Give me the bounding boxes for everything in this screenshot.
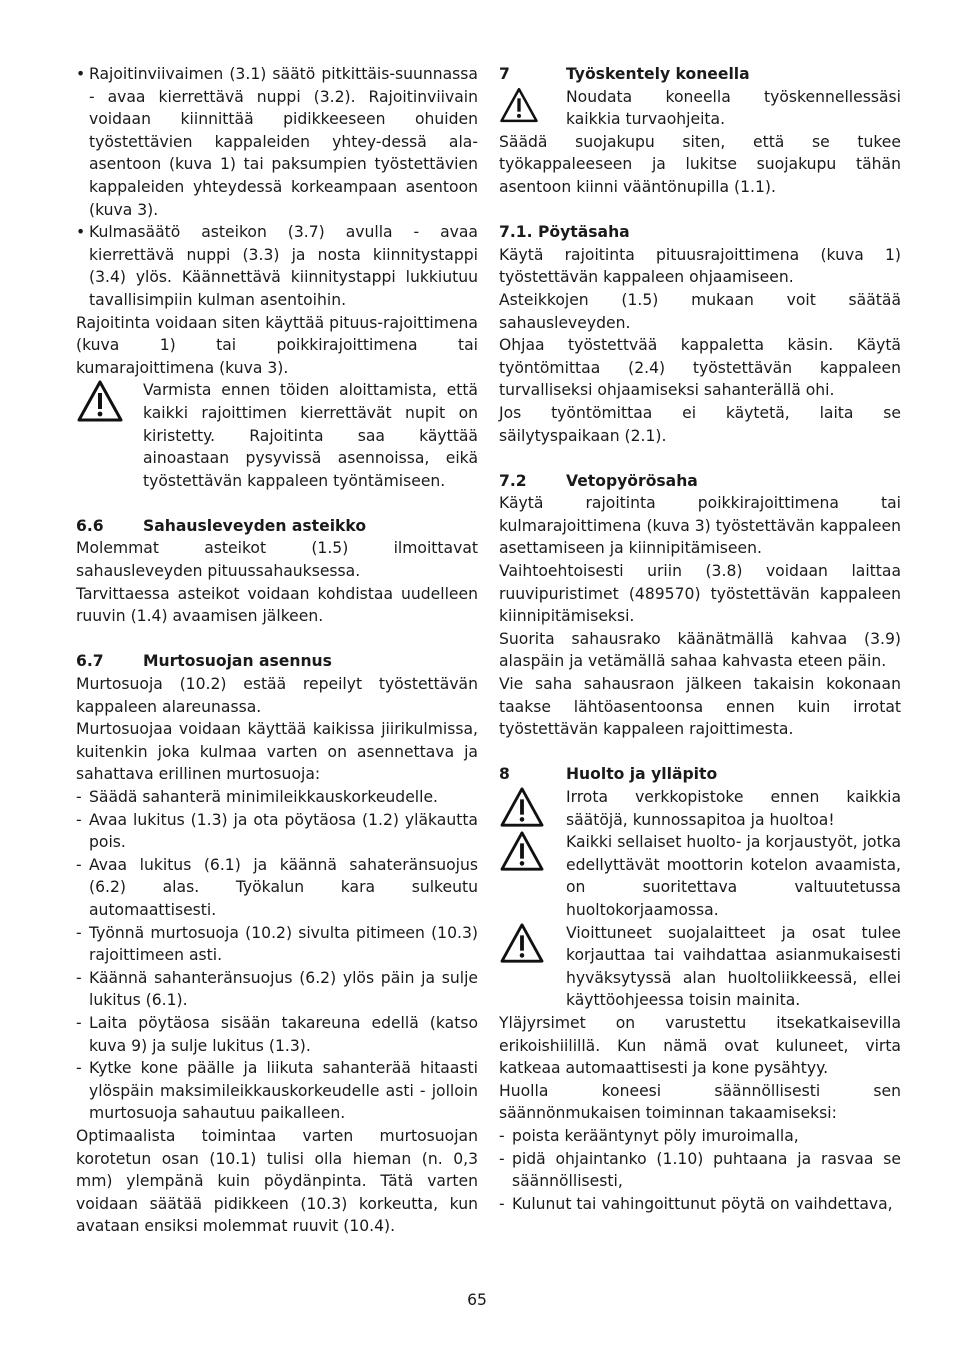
step-text: Avaa lukitus (6.1) ja käännä sahateränsuojus (6.2) alas. Työkalun kara sulkeutu automaattisesti. (89, 855, 478, 919)
paragraph: Asteikkojen (1.5) mukaan voit säätää sahausleveyden. (499, 290, 901, 332)
list-text: poista kerääntynyt pöly imuroimalla, (512, 1126, 799, 1145)
dash-marker: - (76, 968, 82, 987)
bullet-marker: • (76, 65, 86, 83)
warning-text: Noudata koneella työskennellessäsi kaikkia turvaohjeita. (566, 87, 901, 129)
paragraph: Vie saha sahausraon jälkeen takaisin kokonaan taakse lähtöasentoonsa ennen kuin irrotat työstettävän kappaleen rajoittimesta. (499, 675, 901, 739)
paragraph: Murtosuojaa voidaan käyttää kaikissa jiirikulmissa, kuitenkin joka kulmaa varten on asennettava ja sahattava erillinen murtosuoja: (76, 720, 478, 784)
warning-block (499, 86, 901, 131)
list-item (76, 1012, 478, 1057)
paragraph: Käytä rajoitinta poikkirajoittimena tai kulmarajoittimena (kuva 3) työstettävän kappaleen asettamiseen ja kiinnipitämiseen. (499, 494, 901, 558)
dash-marker: - (76, 923, 82, 942)
section-heading (499, 63, 901, 86)
warning-text: Vioittuneet suojalaitteet ja osat tulee korjauttaa tai vaihdattaa asianmukaisesti hyväksytyssä alan huoltoliikkeessä, ellei käyttöohjeessa toisin mainita. (566, 923, 901, 1010)
warning-triangle-icon (499, 830, 545, 872)
section-number: 8 (499, 765, 510, 784)
paragraph: Suorita sahausrako käänätmällä kahvaa (3.9) alaspäin ja vetämällä sahaa kahvasta eteen päin. (499, 629, 901, 671)
paragraph: Ohjaa työstettvää kappaletta käsin. Käytä työntömittaa (2.4) työstettävän kappaleen turvalliseksi ohjaamiseksi sahanterällä ohi. (499, 336, 901, 400)
bullet-text: Rajoitinviivaimen (3.1) säätö pitkittäis-suunnassa - avaa kierrettävä nuppi (3.2). Rajoitinviivain voidaan kiinnittää pidikkeeseen ohuiden työstettävien kappaleiden yhtey-dessä ala-asentoon (kuva 1) tai paksumpien työstettävien kappaleiden yhteydessä korkeampaan asentoon (kuva 3). (89, 65, 478, 219)
section-number: 6.6 (76, 516, 104, 535)
paragraph: Vaihtoehtoisesti uriin (3.8) voidaan laittaa ruuvipuristimet (489570) työstettävän kappaleen kiinnipitämiseksi. (499, 562, 901, 626)
warning-block (76, 379, 478, 492)
section-title: Työskentely koneella (566, 65, 750, 83)
dash-marker: - (76, 855, 82, 874)
step-text: Käännä sahanteränsuojus (6.2) ylös päin ja sulje lukitus (6.1). (89, 968, 478, 1010)
section-title: Huolto ja ylläpito (566, 765, 718, 784)
section-number: 7.2 (499, 471, 527, 490)
warning-text: Irrota verkkopistoke ennen kaikkia säätöjä, kunnossapitoa ja huoltoa! (566, 788, 901, 829)
warning-triangle-icon (499, 922, 545, 964)
paragraph: Murtosuoja (10.2) estää repeilyt työstettävän kappaleen alareunassa. (76, 675, 478, 716)
list-item (76, 786, 478, 809)
warning-triangle-icon (499, 86, 539, 124)
section-title: Murtosuojan asennus (143, 652, 332, 671)
list-item (499, 1125, 901, 1148)
list-item (76, 1057, 478, 1125)
warning-block (499, 786, 901, 922)
section-title: Vetopyörösaha (566, 471, 698, 490)
section-title: Sahausleveyden asteikko (143, 516, 367, 535)
step-text: Työnnä murtosuoja (10.2) sivulta pitimeen (10.3) rajoittimeen asti. (89, 923, 478, 965)
paragraph: Säädä suojakupu siten, että se tukee työkappaleeseen ja lukitse suojakupu tähän asentoon kiinni vääntönupilla (1.1). (499, 132, 901, 196)
list-item (76, 854, 478, 922)
paragraph: Rajoitinta voidaan siten käyttää pituus-rajoittimena (kuva 1) tai poikkirajoittimena tai kumarajoittimena (kuva 3). (76, 313, 478, 377)
paragraph: Käytä rajoitinta pituusrajoittimena (kuva 1) työstettävän kappaleen ohjaamiseen. (499, 245, 901, 287)
bullet-marker: • (76, 223, 86, 242)
section-heading (499, 763, 901, 786)
warning-block (499, 922, 901, 1012)
section-number: 7 (499, 65, 510, 83)
warning-text: Kaikki sellaiset huolto- ja korjaustyöt, jotka edellyttävät moottorin kotelon avaamista, on suoritettava valtuutetussa huoltokorjaamossa. (566, 833, 901, 919)
list-text: pidä ohjaintanko (1.10) puhtaana ja rasvaa se säännöllisesti, (512, 1149, 901, 1191)
dash-marker: - (76, 1013, 82, 1032)
paragraph: Optimaalista toimintaa varten murtosuojan korotetun osan (10.1) tulisi olla hieman (n. 0,3 mm) ylempänä kuin pöydänpinta. Tätä varten voidaan säätää pidikkeen (10.3) korkeutta, kun avataan ensiksi molemmat ruuvit (10.4). (76, 1126, 478, 1236)
step-text: Laita pöytäosa sisään takareuna edellä (katso kuva 9) ja sulje lukitus (1.3). (89, 1013, 478, 1055)
dash-marker: - (499, 1149, 505, 1168)
paragraph: Yläjyrsimet on varustettu itsekatkaisevilla erikoishiilillä. Kun nämä ovat kuluneet, virta katkeaa automaattisesti ja kone pysähtyy. (499, 1013, 901, 1078)
list-item (499, 1193, 901, 1216)
page-number: 65 (467, 1291, 487, 1309)
paragraph: Huolla koneesi säännöllisesti sen säännönmukaisen toiminnan takaamiseksi: (499, 1081, 901, 1123)
step-text: Säädä sahanterä minimileikkauskorkeudelle. (89, 788, 439, 806)
section-number: 6.7 (76, 652, 104, 671)
list-item (76, 967, 478, 1012)
dash-marker: - (499, 1126, 505, 1145)
dash-marker: - (499, 1194, 505, 1213)
section-heading (76, 650, 478, 673)
warning-triangle-icon (76, 379, 124, 423)
dash-marker: - (76, 1059, 82, 1078)
paragraph: Tarvittaessa asteikot voidaan kohdistaa uudelleen ruuvin (1.4) avaamisen jälkeen. (76, 584, 478, 626)
list-item (76, 922, 478, 967)
section-title: 7.1. Pöytäsaha (499, 223, 630, 242)
warning-triangle-icon (499, 786, 545, 828)
paragraph: Molemmat asteikot (1.5) ilmoittavat sahausleveyden pituussahauksessa. (76, 539, 478, 581)
dash-marker: - (76, 810, 82, 829)
list-text: Kulunut tai vahingoittunut pöytä on vaihdettava, (512, 1194, 893, 1213)
step-text: Avaa lukitus (1.3) ja ota pöytäosa (1.2) yläkautta pois. (89, 810, 478, 852)
warning-text: Varmista ennen töiden aloittamista, että kaikki rajoittimen kierrettävät nupit on kiristetty. Rajoitinta saa käyttää ainoastaan pysyvissä asennoissa, eikä työstettävän kappaleen työntämiseen. (143, 381, 478, 490)
right-column (499, 63, 901, 1215)
paragraph: Jos työntömittaa ei käytetä, laita se säilytyspaikaan (2.1). (499, 403, 901, 445)
section-heading (499, 470, 901, 493)
left-column (76, 63, 478, 1238)
list-item (76, 221, 478, 311)
section-heading (499, 221, 901, 244)
section-heading (76, 515, 478, 538)
list-item (76, 809, 478, 854)
step-text: Kytke kone päälle ja liikuta sahanterää hitaasti ylöspäin maksimileikkauskorkeudelle asti - jolloin murtosuoja sahautuu paikalleen. (89, 1059, 478, 1123)
list-item (76, 63, 478, 221)
bullet-text: Kulmasäätö asteikon (3.7) avulla - avaa kierrettävä nuppi (3.3) ja nosta kiinnitystappi (3.4) ylös. Käännettävä kiinnitystappi lukkiutuu tavallisimpiin kulman asentoihin. (89, 223, 478, 309)
list-item (499, 1148, 901, 1193)
dash-marker: - (76, 788, 82, 806)
